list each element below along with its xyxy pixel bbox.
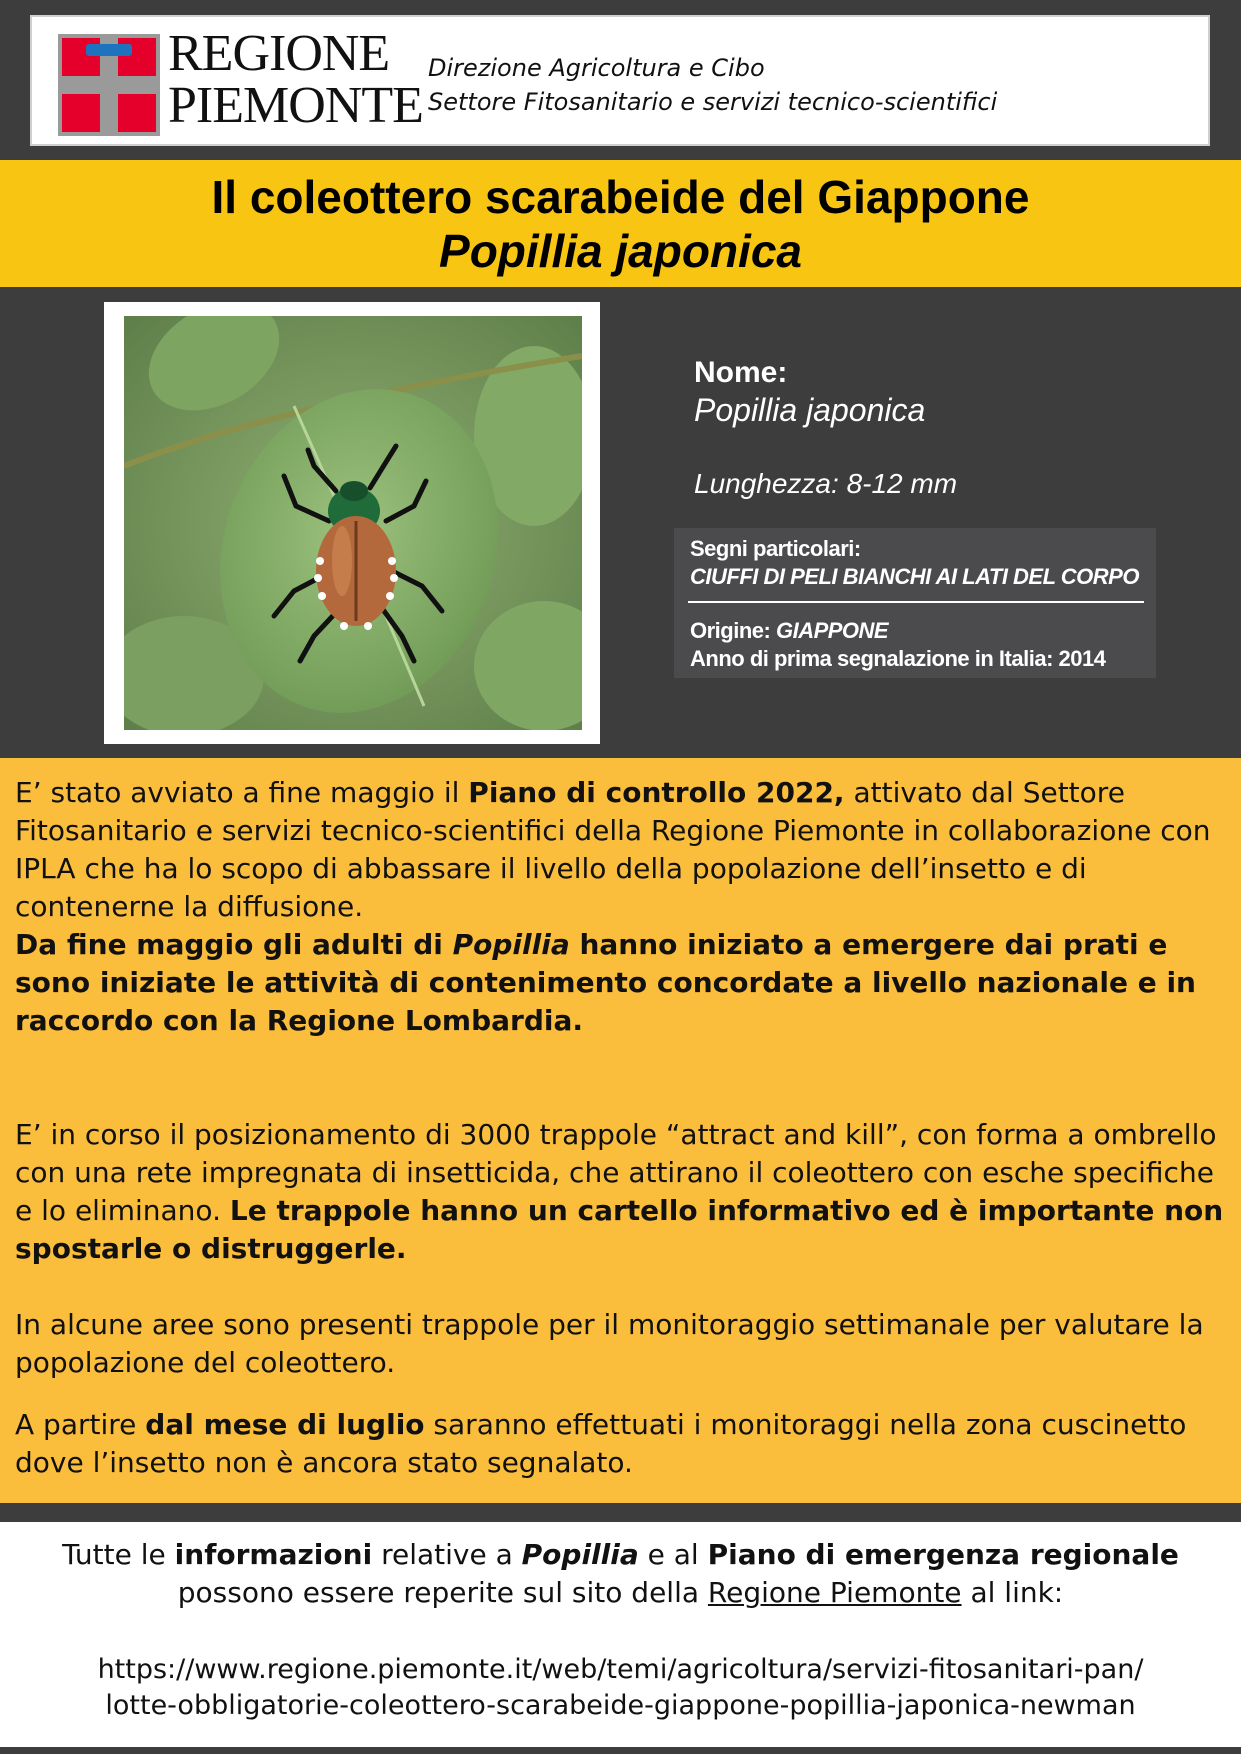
regione-piemonte-link[interactable]: Regione Piemonte [707,1576,962,1609]
divider [688,601,1144,603]
regione-piemonte-logo [58,25,428,136]
name-label: Nome: [694,356,788,389]
header-box [30,15,1210,146]
paragraph-traps: E’ in corso il posizionamento di 3000 trappole “attract and kill”, con forma a ombrello con una rete impregnata di insetticida, che attirano il coleottero con esche specifiche e lo eliminano. Le trappole hanno un cartello informativo ed è importante non spostarle o distruggerle. [15,1118,1224,1265]
footer-box [0,1522,1241,1747]
url-line2[interactable]: lotte-obbligatorie-coleottero-scarabeide-giappone-popillia-japonica-newman [105,1690,1136,1721]
origin-label: Origine: [690,618,771,643]
marks-value: CIUFFI DI PELI BIANCHI AI LATI DEL CORPO [690,564,1139,589]
origin-line [690,618,888,644]
body-text [0,758,1241,1503]
title-band [0,160,1241,287]
footer-line2: possono essere reperite sul sito della Regione Piemonte al link: [177,1576,1064,1609]
header-sector: Settore Fitosanitario e servizi tecnico-scientifici [428,88,998,116]
header-subtitle [428,51,997,119]
page-subtitle: Popillia japonica [439,225,802,277]
beetle-illustration-icon [124,316,582,730]
logo-flag-icon [58,34,160,136]
origin-value: GIAPPONE [775,618,889,643]
paragraph-plan: E’ stato avviato a fine maggio il Piano di controllo 2022, attivato dal Settore Fitosanitario e servizi tecnico-scientifici della Regione Piemonte in collaborazione con IPLA che ha lo scopo di abbassare il livello della popolazione dell’insetto e di contenerne la diffusione. [15,776,1211,923]
paragraph-monitoring: In alcune aree sono presenti trappole per il monitoraggio settimanale per valutare la popolazione del coleottero. [15,1308,1204,1379]
logo-line2: PIEMONTE [168,77,423,134]
name-value: Popillia japonica [694,392,926,428]
paragraph-july: A partire dal mese di luglio saranno effettuati i monitoraggi nella zona cuscinetto dove l’insetto non è ancora stato segnalato. [15,1408,1187,1479]
footer-line1: Tutte le informazioni relative a Popillia e al Piano di emergenza regionale [62,1538,1179,1571]
logo-text [168,25,423,134]
logo-line1: REGIONE [168,25,390,82]
paragraph-adults: Da fine maggio gli adulti di Popillia hanno iniziato a emergere dai prati e sono iniziate le attività di contenimento concordate a livello nazionale e in raccordo con la Regione Lombardia. [15,928,1196,1037]
length-info: Lunghezza: 8-12 mm [694,468,958,499]
url-line1[interactable]: https://www.regione.piemonte.it/web/temi/agricoltura/servizi-fitosanitari-pan/ [97,1654,1144,1685]
species-info-box [674,528,1156,678]
marks-label: Segni particolari: [690,536,861,561]
first-report-year: Anno di prima segnalazione in Italia: 2014 [690,646,1106,671]
page-title: Il coleottero scarabeide del Giappone [211,171,1030,223]
beetle-photo [104,302,600,744]
header-dept: Direzione Agricoltura e Cibo [428,54,765,82]
